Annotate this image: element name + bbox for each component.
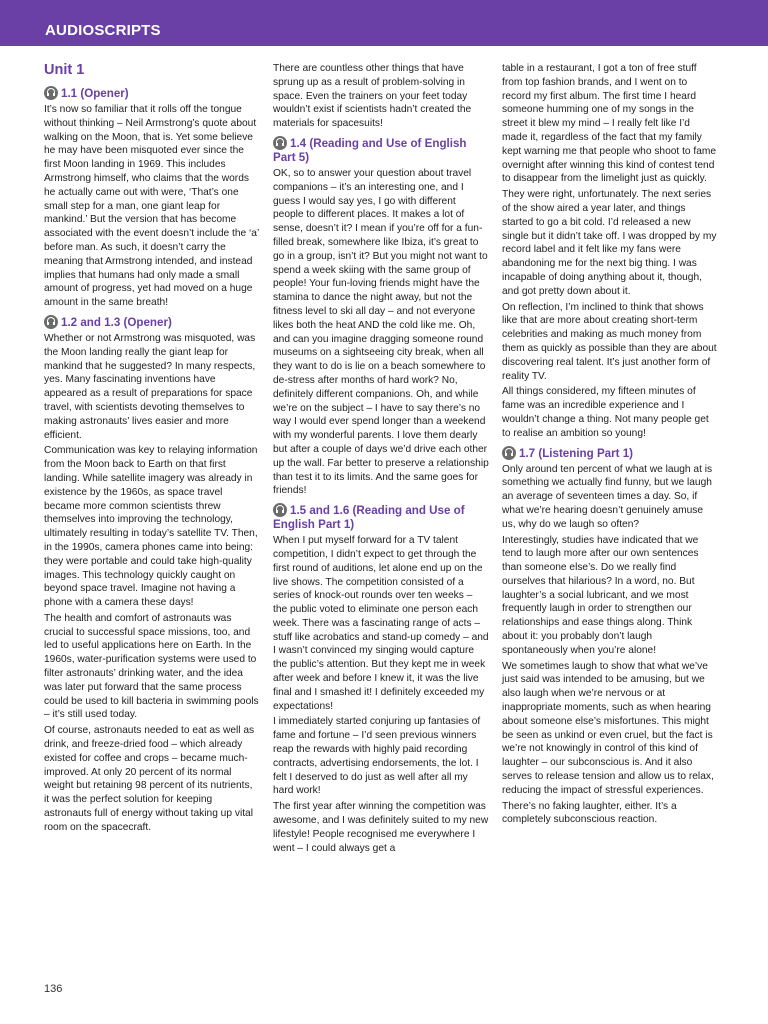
paragraph: OK, so to answer your question about travel companions – it’s an interesting one, and I guess I would say yes, I go with different people to different places. It makes a lot of sense, doesn’t it? I mean if you’re off for a fun-filled break, somewhere like Ibiza, it’s great to go in a group, isn’t it? But you might not want to spend a week skiing with the same group of people! Your fun-loving friends might have the stamina to dance the night away, but not the fitness level to ski all day – and not everyone likes both the heat AND the cold like me. Oh, and can you imagine dragging someone round museums on a sightseeing city break, when all they want to do is lie on a beach somewhere to de-stress after months of hard work? No, definitely different companions. Oh, and while we’re on the subject – I have to say there’s no way I would ever spend longer than a weekend with my wonderful parents. I love them dearly but after a couple of days we’d drive each other up the wall. Far better to preserve a relationship than test it to its limits. And the same goes for friends! (273, 167, 489, 497)
paragraph: It’s now so familiar that it rolls off the tongue without thinking – Neil Armstrong’s quote about walking on the Moon, that is. Yet some believe he may have been misquoted ever since the first Moon landing in 1969. This includes Armstrong himself, who claims that the words he actually came out with were, ‘That’s one small step for a man, one giant leap for mankind.’ But the version that has become associated with the event doesn’t include the ‘a’ before man. As such, it doesn’t carry the meaning that Armstrong intended, and instead implies that humans had only made a small amount of progress, yet had moved on a huge amount in the same breath! (44, 104, 259, 309)
text-column-3 (502, 62, 718, 829)
paragraph: When I put myself forward for a TV talent competition, I didn’t expect to get through the first round of auditions, let alone end up on the live shows. The competition consisted of a series of knock-out rounds over ten weeks – the public voted to eliminate one person each week. There was a fascinating range of acts – stuff like acrobatics and stand-up comedy – and I wasn’t convinced my singing would capture the public’s attention. But they kept me in week after week and before I knew it, it was the live final and I smashed it! I definitely exceeded my expectations! (273, 535, 489, 712)
paragraph: Communication was key to relaying information from the Moon back to Earth on that first landing. While satellite imagery was already in existence by the 1960s, as space travel became more common scientists threw themselves into improving the technology, ultimately resulting in today’s satellite TV. Then, in the 1990s, camera phones came into being: they were portable and could take high-quality images. This technology quickly caught on beyond space travel. Imagine not having a phone with a camera these days! (44, 445, 258, 609)
section-heading (502, 446, 718, 461)
text-column-1 (44, 62, 260, 837)
paragraph: On reflection, I’m inclined to think that shows like that are more about creating short-term celebrities and making as much money from them as quickly as possible than they are about discovering real talent. It’s just another form of reality TV. (502, 301, 717, 382)
paragraph: We sometimes laugh to show that what we’ve just said was intended to be amusing, but we also laugh when we’re nervous or at inappropriate moments, such as when hearing about someone else’s misfortunes. This might be seen as unkind or even cruel, but the fact is we’re not knowingly in control of this kind of laughter – our subconscious is. And it also serves to release tension and allow us to relax, reducing the impact of stressful experiences. (502, 660, 714, 796)
headphones-icon[interactable] (44, 315, 58, 329)
paragraph: There are countless other things that have sprung up as a result of problem-solving in space. Even the trainers on your feet today wouldn’t exist if scientists hadn’t created the materials for spacesuits! (273, 63, 472, 130)
paragraph: There’s no faking laughter, either. It’s a completely subconscious reaction. (502, 800, 677, 826)
section-heading (44, 86, 260, 101)
paragraph: They were right, unfortunately. The next series of the show aired a year later, and things started to go a bit cold. I’d released a new single but it didn’t take off. I was dropped by my record label and it felt like my fans were abandoning me for the next big thing. I was incapable of doing anything about it, though, and got pretty down about it. (502, 189, 717, 297)
header-title: AUDIOSCRIPTS (45, 22, 161, 39)
section-heading-text: 1.7 (Listening Part 1) (519, 446, 634, 460)
paragraph: The first year after winning the competition was awesome, and I was definitely suited to my new lifestyle! People recognised me everywhere I went – I could always get a (273, 801, 489, 854)
section-heading-text: 1.5 and 1.6 (Reading and Use of English Part 1) (273, 504, 465, 532)
headphones-icon[interactable] (44, 86, 58, 100)
section-heading-text: 1.1 (Opener) (61, 87, 129, 100)
section-heading (44, 315, 260, 330)
paragraph: Interestingly, studies have indicated that we tend to laugh more after our own sentences than someone else’s. Do we really find ourselves that hilarious? In a word, no. But laughter’s a social lubricant, and we most frequently laugh in order to strengthen our relationships and ease things along. Think about it: you probably don’t laugh spontaneously when you’re alone! (502, 534, 699, 656)
section-heading (273, 136, 489, 165)
headphones-icon[interactable] (273, 503, 287, 517)
paragraph: All things considered, my fifteen minutes of fame was an incredible experience and I wouldn’t change a thing. Not many people get to realise an ambition so young! (502, 386, 709, 439)
headphones-icon[interactable] (502, 446, 516, 460)
section-heading (273, 503, 489, 532)
paragraph: Only around ten percent of what we laugh at is something we actually find funny, but we laugh an average of seventeen times a day. So, if what we’re hearing doesn’t genuinely amuse us, why do we laugh so often? (502, 463, 713, 530)
paragraph: table in a restaurant, I got a ton of free stuff from top fashion brands, and I went on to record my first album. The first time I heard someone humming one of my songs in the street it blew my mind – I really felt like I’d made it, regardless of the fact that my family kept warning me that people who shoot to fame overnight after winning this kind of contest tend to disappear from the limelight just as quickly. (502, 63, 717, 185)
section-heading-text: 1.2 and 1.3 (Opener) (61, 315, 172, 329)
paragraph: Whether or not Armstrong was misquoted, was the Moon landing really the giant leap for mankind that he suggested? In many respects, yes. Many fascinating inventions have appeared as a result of preparations for space travel, with scientists devoting themselves to making astronauts’ lives easier and more efficient. (44, 332, 256, 441)
page-number: 136 (44, 983, 63, 995)
section-heading-text: 1.4 (Reading and Use of English Part 5) (273, 136, 467, 164)
paragraph: The health and comfort of astronauts was crucial to successful space missions, too, and led to useful applications here on Earth. In the 1960s, water-purification systems were used to filter astronauts’ drinking water, and the idea was later put forward that the same process could be used to kill bacteria in swimming pools – it’s still used today. (44, 612, 259, 721)
text-column-2 (273, 62, 489, 857)
paragraph: Of course, astronauts needed to eat as well as drink, and freeze-dried food – which already existed for coffee and crops – became much-improved. At only 20 percent of its normal weight but retaining 98 percent of its nutrients, it was the perfect solution for keeping astronauts full of energy without taking up vital room on the spacecraft. (44, 725, 255, 833)
paragraph: I immediately started conjuring up fantasies of fame and fortune – I’d seen previous winners reap the rewards with highly paid recording contracts, advertising endorsements, the lot. I felt I deserved to do just as well after all my hard work! (273, 716, 481, 797)
unit-title: Unit 1 (44, 62, 85, 78)
headphones-icon[interactable] (273, 136, 287, 150)
header-banner (0, 0, 768, 46)
